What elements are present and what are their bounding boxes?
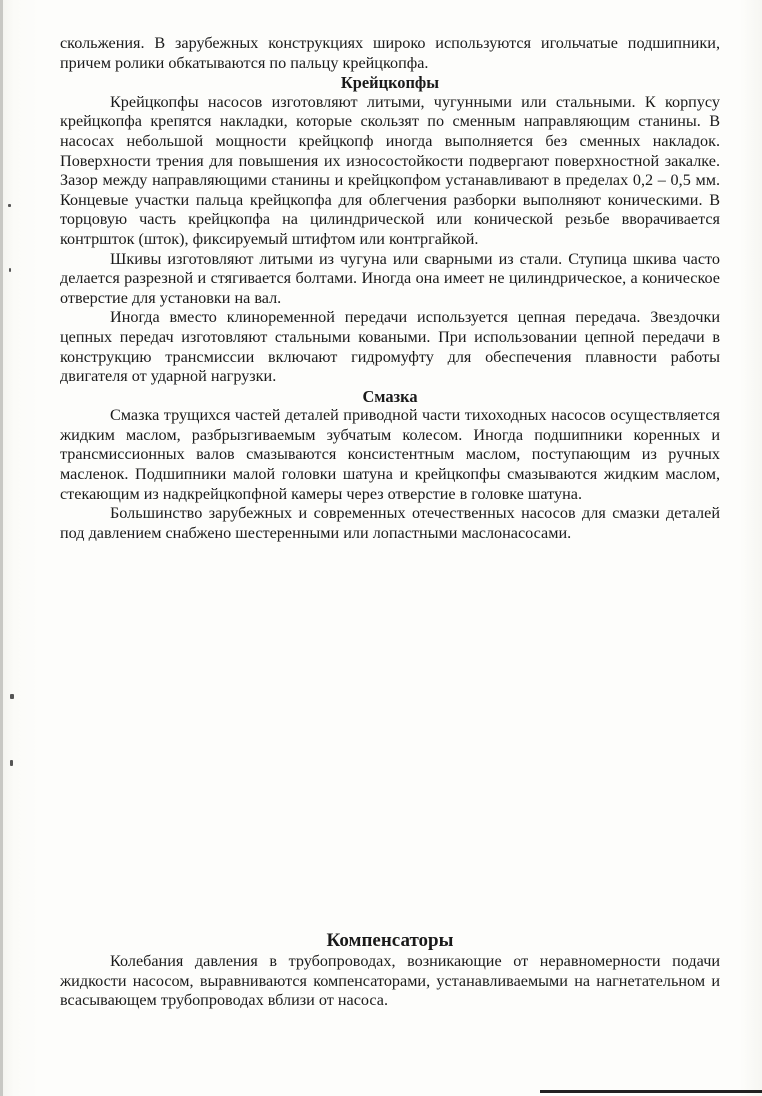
paragraph-oil-pumps: Большинство зарубежных и современных отечественных насосов для смазки деталей под давлением снабжено шестеренными или лопастными маслонасосами. bbox=[60, 504, 720, 542]
paragraph-pulleys: Шкивы изготовляют литыми из чугуна или сварными из стали. Ступица шкива часто делается разрезной и стягивается болтами. Иногда она имеет не цилиндрическое, а коническое отверстие для установки на вал. bbox=[60, 249, 720, 307]
continuation-paragraph: скольжения. В зарубежных конструкциях широко используются игольчатые подшипники, причем ролики обкатываются по пальцу крейцкопфа. bbox=[60, 34, 720, 72]
heading-lubrication: Смазка bbox=[362, 386, 418, 406]
scan-speck bbox=[9, 268, 11, 272]
heading-compensators: Компенсаторы bbox=[326, 930, 454, 951]
scan-speck bbox=[10, 760, 13, 766]
paragraph-compensators: Колебания давления в трубопроводах, возникающие от неравномерности подачи жидкости насосом, выравниваются компенсаторами, устанавливаемыми на нагнетательном и всасывающем трубопроводах вблизи от насоса. bbox=[60, 952, 720, 1010]
scan-edge-line bbox=[540, 1090, 762, 1093]
scan-speck bbox=[8, 204, 11, 207]
paragraph-crossheads: Крейцкопфы насосов изготовляют литыми, чугунными или стальными. К корпусу крейцкопфа крепятся накладки, которые скользят по сменным направляющим станины. В насосах небольшой мощности крейцкопф иногда выполняется без сменных накладок. Поверхности трения для повышения их износостойкости подвергают поверхностной закалке. Зазор между направляющими станины и крейцкопфом устанавливают в пределах 0,2 – 0,5 мм. Концевые участки пальца крейцкопфа для облегчения разборки выполняют коническими. В торцовую часть крейцкопфа на цилиндрической или конической резьбе вворачивается контршток (шток), фиксируемый штифтом или контргайкой. bbox=[60, 92, 720, 248]
heading-crossheads: Крейцкопфы bbox=[340, 73, 440, 93]
scan-speck bbox=[10, 694, 14, 699]
lower-text-block bbox=[60, 930, 720, 1011]
page-edge-shadow bbox=[0, 0, 3, 1096]
upper-text-block bbox=[60, 34, 720, 543]
paragraph-chain-drive: Иногда вместо клиноременной передачи используется цепная передача. Звездочки цепных передач изготовляют стальными коваными. При использовании цепной передачи в конструкцию трансмиссии включают гидромуфту для обеспечения плавности работы двигателя от ударной нагрузки. bbox=[60, 308, 720, 386]
paragraph-lubrication: Смазка трущихся частей деталей приводной части тихоходных насосов осуществляется жидким маслом, разбрызгиваемым зубчатым колесом. Иногда подшипники коренных и трансмиссионных валов смазываются консистентным маслом, поступающим из ручных масленок. Подшипники малой головки шатуна и крейцкопфы смазываются жидким маслом, стекающим из надкрейцкопфной камеры через отверстие в головке шатуна. bbox=[60, 406, 720, 503]
